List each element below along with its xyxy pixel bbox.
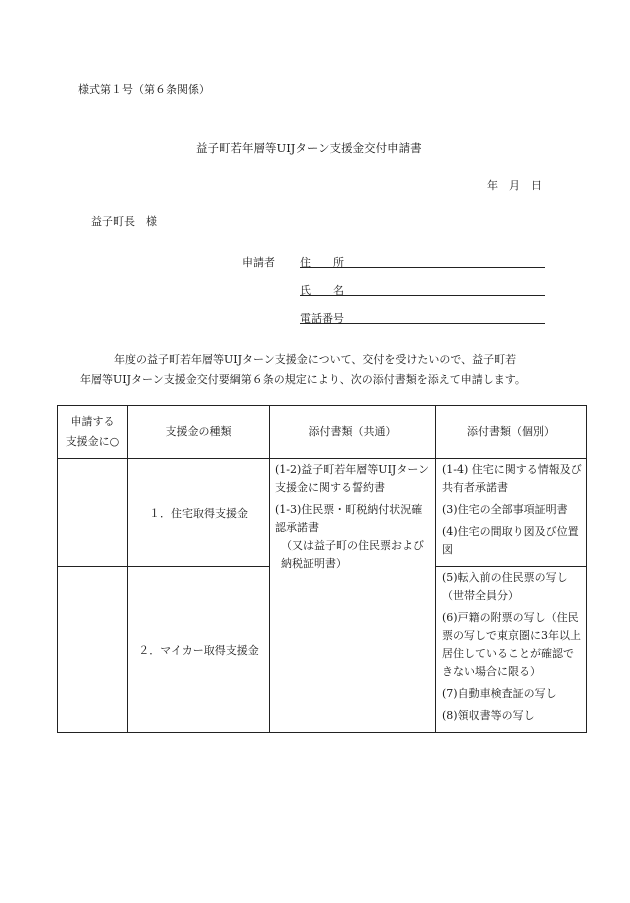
header-select-line2: 支援金に○ xyxy=(65,435,120,448)
applicant-label: 申請者 xyxy=(242,256,275,269)
select-cell-housing[interactable] xyxy=(58,459,128,567)
individual-docs-housing xyxy=(436,459,587,567)
address-field[interactable] xyxy=(300,254,545,268)
common-item: (1-2)益子町若年層等UIJターン支援金に関する誓約書 xyxy=(275,463,430,494)
type-car: ２．マイカー取得支援金 xyxy=(128,567,270,733)
common-item: (1-3)住民票・町税納付状況確認承諾書 xyxy=(275,503,423,534)
date-line: 年 月 日 xyxy=(487,179,542,192)
phone-field[interactable] xyxy=(300,310,545,324)
application-table xyxy=(57,405,587,733)
type-housing: １．住宅取得支援金 xyxy=(128,459,270,567)
header-individual-docs: 添付書類（個別） xyxy=(436,406,587,459)
individual-item: (3)住宅の全部事項証明書 xyxy=(442,503,568,516)
document-title: 益子町若年層等UIJターン支援金交付申請書 xyxy=(196,141,422,155)
name-label: 氏 名 xyxy=(300,284,344,297)
individual-item: (4)住宅の間取り図及び位置図 xyxy=(442,525,579,556)
header-select xyxy=(58,406,128,459)
common-item: （又は益子町の住民票および納税証明書） xyxy=(281,539,424,570)
header-common-docs: 添付書類（共通） xyxy=(270,406,436,459)
individual-item: (7)自動車検査証の写し xyxy=(442,687,557,700)
individual-item: (5)転入前の住民票の写し（世帯全員分） xyxy=(442,571,568,602)
phone-label: 電話番号 xyxy=(300,312,344,325)
form-number: 様式第１号（第６条関係） xyxy=(78,83,210,96)
header-select-line1: 申請する xyxy=(70,415,115,428)
header-type: 支援金の種類 xyxy=(128,406,270,459)
individual-item: (6)戸籍の附票の写し（住民票の写しで東京圏に3年以上居住していることが確認できない場合に限る） xyxy=(442,611,581,678)
body-line-1: 年度の益子町若年層等UIJターン支援金について、交付を受けたいので、益子町若 xyxy=(114,353,517,366)
common-docs-cell xyxy=(270,459,436,733)
individual-item: (1-4) 住宅に関する情報及び共有者承諾書 xyxy=(442,463,582,494)
individual-docs-car xyxy=(436,567,587,733)
body-paragraph xyxy=(60,350,550,390)
name-field[interactable] xyxy=(300,282,545,296)
body-line-2: 年層等UIJターン支援金交付要綱第６条の規定により、次の添付書類を添えて申請します。 xyxy=(80,373,526,386)
address-label: 住 所 xyxy=(300,256,344,269)
individual-item: (8)領収書等の写し xyxy=(442,709,535,722)
select-cell-car[interactable] xyxy=(58,567,128,733)
addressee: 益子町長 様 xyxy=(91,215,157,228)
